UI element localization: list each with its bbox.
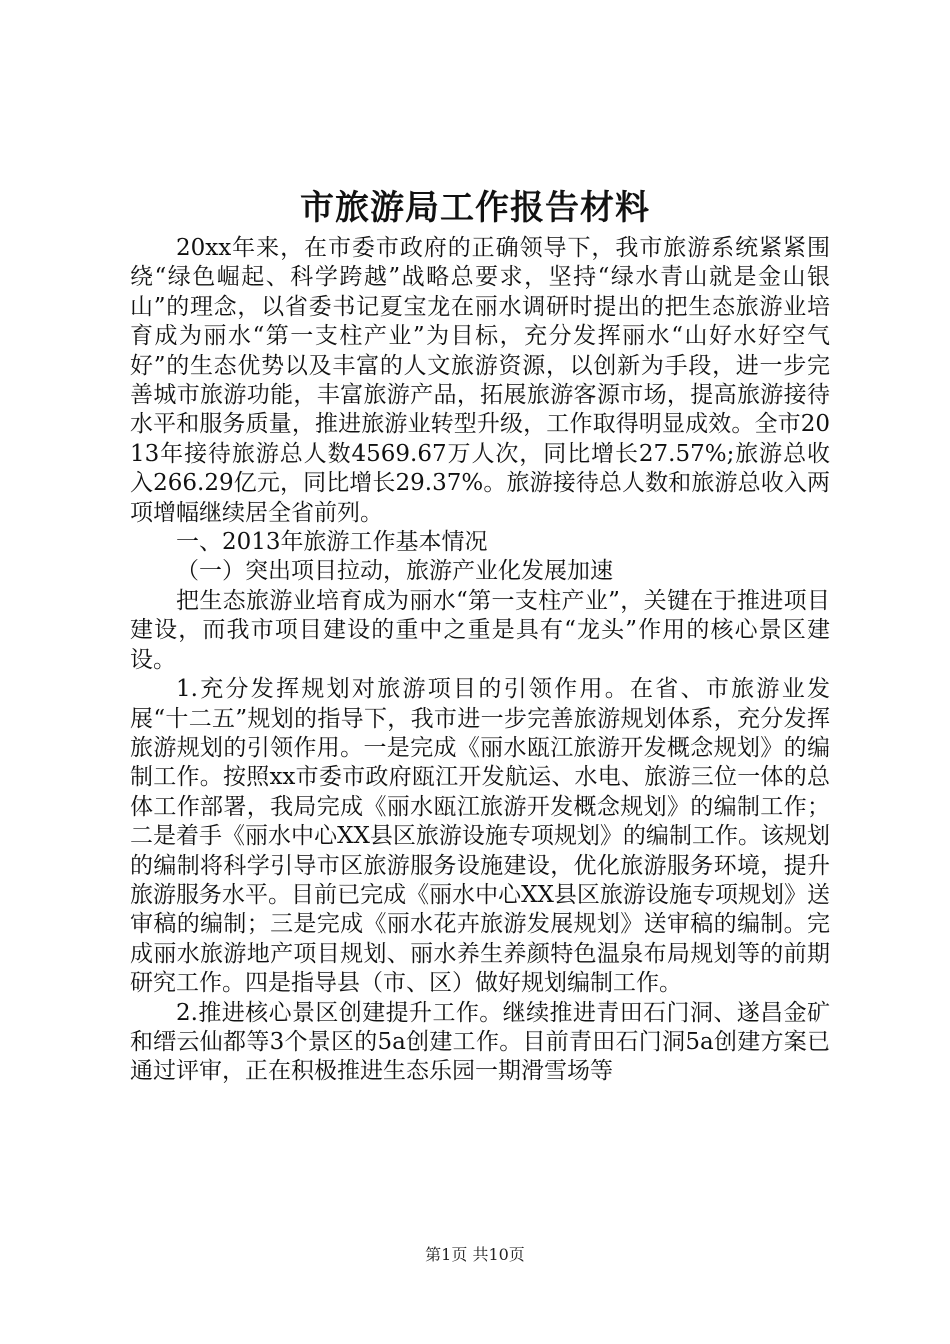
body-paragraph: 1.充分发挥规划对旅游项目的引领作用。在省、市旅游业发展“十二五”规划的指导下，我市进一步完善旅游规划体系，充分发挥旅游规划的引领作用。一是完成《丽水瓯江旅游开发概念规划》的编制工作。按照xx市委市政府瓯江开发航运、水电、旅游三位一体的总体工作部署，我局完成《丽水瓯江旅游开发概念规划》的编制工作；二是着手《丽水中心XX县区旅游设施专项规划》的编制工作。该规划的编制将科学引导市区旅游服务设施建设，优化旅游服务环境，提升旅游服务水平。目前已完成《丽水中心XX县区旅游设施专项规划》送审稿的编制；三是完成《丽水花卉旅游发展规划》送审稿的编制。完成丽水旅游地产项目规划、丽水养生养颜特色温泉布局规划等的前期研究工作。四是指导县（市、区）做好规划编制工作。 — [130, 676, 830, 997]
section-heading: 一、2013年旅游工作基本情况 — [176, 529, 488, 556]
intro-paragraph: 20xx年来，在市委市政府的正确领导下，我市旅游系统紧紧围绕“绿色崛起、科学跨越”战略总要求，坚持“绿水青山就是金山银山”的理念，以省委书记夏宝龙在丽水调研时提出的把生态旅游业培育成为丽水“第一支柱产业”为目标，充分发挥丽水“山好水好空气好”的生态优势以及丰富的人文旅游资源，以创新为手段，进一步完善城市旅游功能，丰富旅游产品，拓展旅游客源市场，提高旅游接待水平和服务质量，推进旅游业转型升级，工作取得明显成效。全市2013年接待旅游总人数4569.67万人次，同比增长27.57%;旅游总收入266.29亿元，同比增长29.37%。旅游接待总人数和旅游总收入两项增幅继续居全省前列。 — [130, 235, 830, 526]
document-title: 市旅游局工作报告材料 — [300, 188, 650, 228]
page-number: 第1页 共10页 — [425, 1245, 525, 1264]
subsection-heading: （一）突出项目拉动，旅游产业化发展加速 — [176, 558, 613, 585]
body-paragraph: 2.推进核心景区创建提升工作。继续推进青田石门洞、遂昌金矿和缙云仙都等3个景区的5a创建工作。目前青田石门洞5a创建方案已通过评审，正在积极推进生态乐园一期滑雪场等 — [130, 999, 830, 1085]
document-body — [130, 234, 830, 1087]
body-paragraph: 把生态旅游业培育成为丽水“第一支柱产业”，关键在于推进项目建设，而我市项目建设的重中之重是具有“龙头”作用的核心景区建设。 — [130, 587, 830, 673]
